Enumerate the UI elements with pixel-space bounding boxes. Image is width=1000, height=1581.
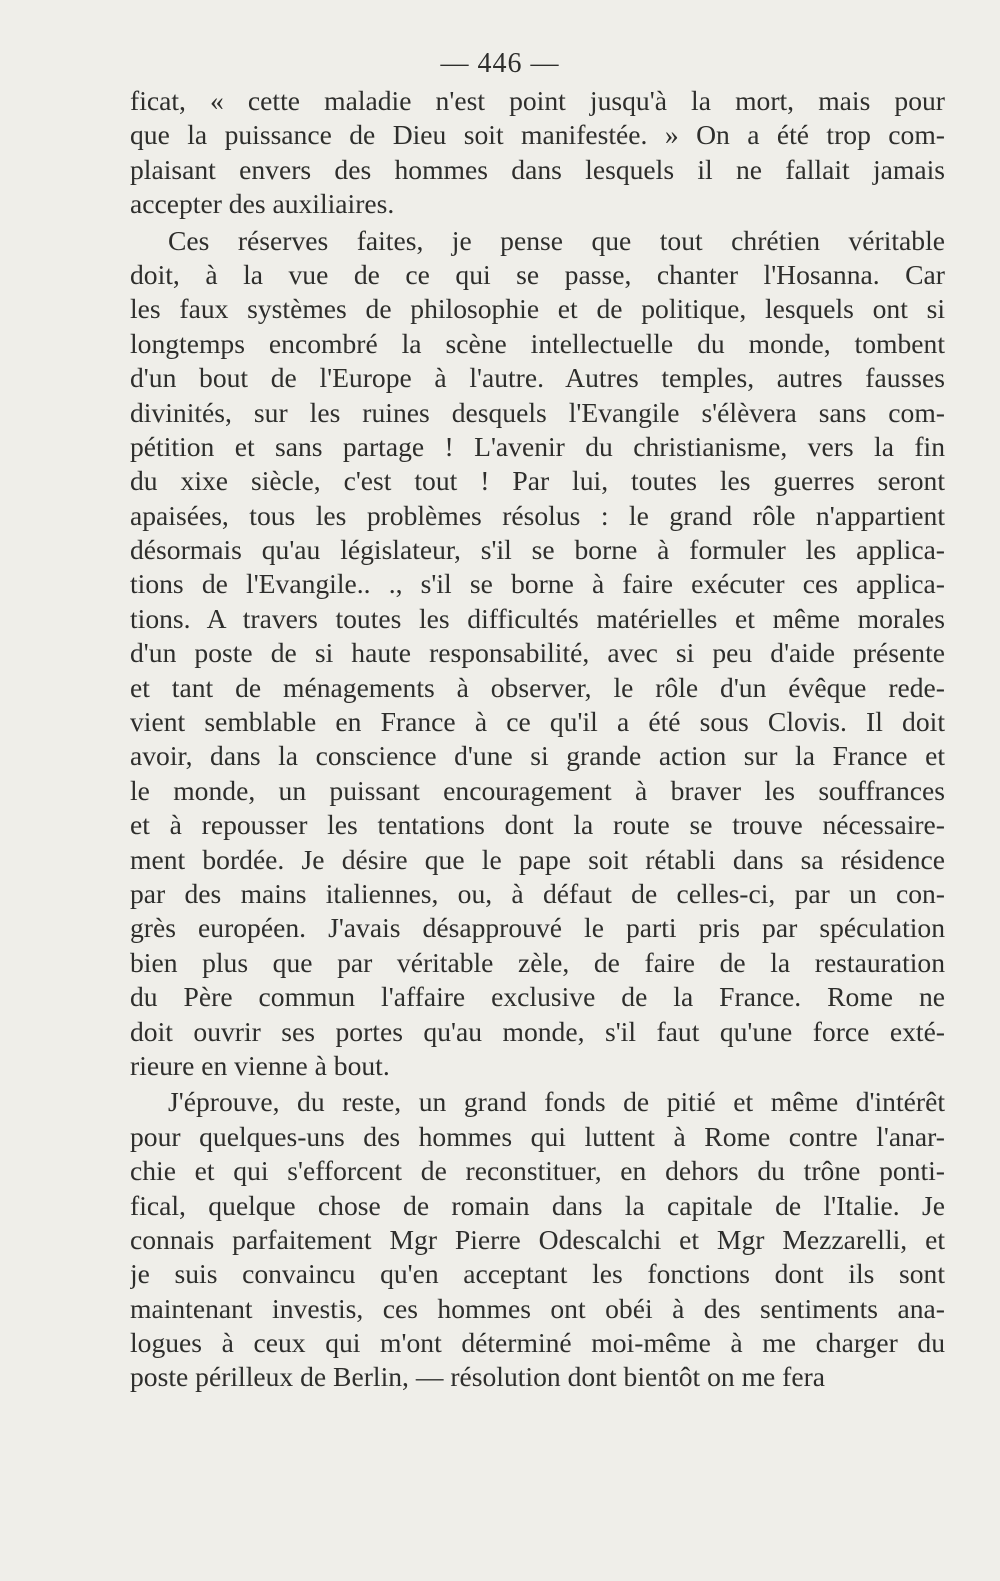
text-line: du Père commun l'affaire exclusive de la France. Rome ne	[130, 981, 945, 1013]
text-line: tions. A travers toutes les difficultés matérielles et même morales	[130, 602, 945, 634]
text-line: pétition et sans partage ! L'avenir du christianisme, vers la fin	[130, 430, 945, 462]
text-line: poste périlleux de Berlin, — résolution dont bientôt on me fera	[130, 1361, 826, 1393]
text-line: ficat, « cette maladie n'est point jusqu'à la mort, mais pour	[130, 85, 945, 116]
text-line: et à repousser les tentations dont la route se trouve nécessaire-	[130, 809, 945, 841]
page-number: — 446 —	[440, 48, 560, 79]
text-line: et tant de ménagements à observer, le rôle d'un évêque rede-	[130, 671, 945, 703]
text-line: plaisant envers des hommes dans lesquels il ne fallait jamais	[130, 153, 945, 185]
text-line: longtemps encombré la scène intellectuelle du monde, tombent	[130, 327, 945, 359]
text-line: d'un bout de l'Europe à l'autre. Autres temples, autres fausses	[130, 362, 945, 394]
text-line: apaisées, tous les problèmes résolus : le grand rôle n'appartient	[130, 499, 945, 531]
text-line: Ces réserves faites, je pense que tout chrétien véritable	[168, 224, 945, 256]
text-line: divinités, sur les ruines desquels l'Evangile s'élèvera sans com-	[130, 396, 945, 428]
text-line: doit ouvrir ses portes qu'au monde, s'il faut qu'une force exté-	[130, 1015, 945, 1047]
text-line: connais parfaitement Mgr Pierre Odescalchi et Mgr Mezzarelli, et	[130, 1223, 945, 1255]
text-line: tions de l'Evangile.. ., s'il se borne à faire exécuter ces applica-	[130, 568, 945, 600]
text-line: logues à ceux qui m'ont déterminé moi-même à me charger du	[130, 1327, 945, 1359]
text-line: J'éprouve, du reste, un grand fonds de pitié et même d'intérêt	[168, 1086, 945, 1118]
text-line: d'un poste de si haute responsabilité, avec si peu d'aide présente	[130, 637, 945, 669]
text-line: les faux systèmes de philosophie et de politique, lesquels ont si	[130, 293, 945, 325]
text-line: rieure en vienne à bout.	[130, 1049, 390, 1081]
text-line: pour quelques-uns des hommes qui luttent à Rome contre l'anar-	[130, 1120, 945, 1152]
text-line: avoir, dans la conscience d'une si grande action sur la France et	[130, 740, 945, 772]
text-line: bien plus que par véritable zèle, de faire de la restauration	[130, 946, 945, 978]
text-line: ment bordée. Je désire que le pape soit rétabli dans sa résidence	[130, 843, 945, 875]
text-line: vient semblable en France à ce qu'il a été sous Clovis. Il doit	[130, 706, 945, 738]
paragraph	[130, 84, 945, 222]
paragraph	[130, 224, 945, 1084]
text-line: doit, à la vue de ce qui se passe, chanter l'Hosanna. Car	[130, 258, 945, 290]
text-line: je suis convaincu qu'en acceptant les fonctions dont ils sont	[130, 1258, 945, 1290]
body-text	[130, 84, 945, 1395]
text-line: grès européen. J'avais désapprouvé le parti pris par spéculation	[130, 912, 945, 944]
text-line: accepter des auxiliaires.	[130, 188, 395, 220]
text-line: chie et qui s'efforcent de reconstituer, en dehors du trône ponti-	[130, 1155, 945, 1187]
text-line: le monde, un puissant encouragement à braver les souffrances	[130, 774, 945, 806]
text-line: maintenant investis, ces hommes ont obéi à des sentiments ana-	[130, 1292, 945, 1324]
text-line: du xixe siècle, c'est tout ! Par lui, toutes les guerres seront	[130, 465, 945, 497]
paragraph	[130, 1085, 945, 1395]
text-line: fical, quelque chose de romain dans la capitale de l'Italie. Je	[130, 1189, 945, 1221]
text-line: par des mains italiennes, ou, à défaut de celles-ci, par un con-	[130, 877, 945, 909]
text-line: que la puissance de Dieu soit manifestée. » On a été trop com-	[130, 119, 945, 151]
text-line: désormais qu'au législateur, s'il se borne à formuler les applica-	[130, 534, 945, 566]
